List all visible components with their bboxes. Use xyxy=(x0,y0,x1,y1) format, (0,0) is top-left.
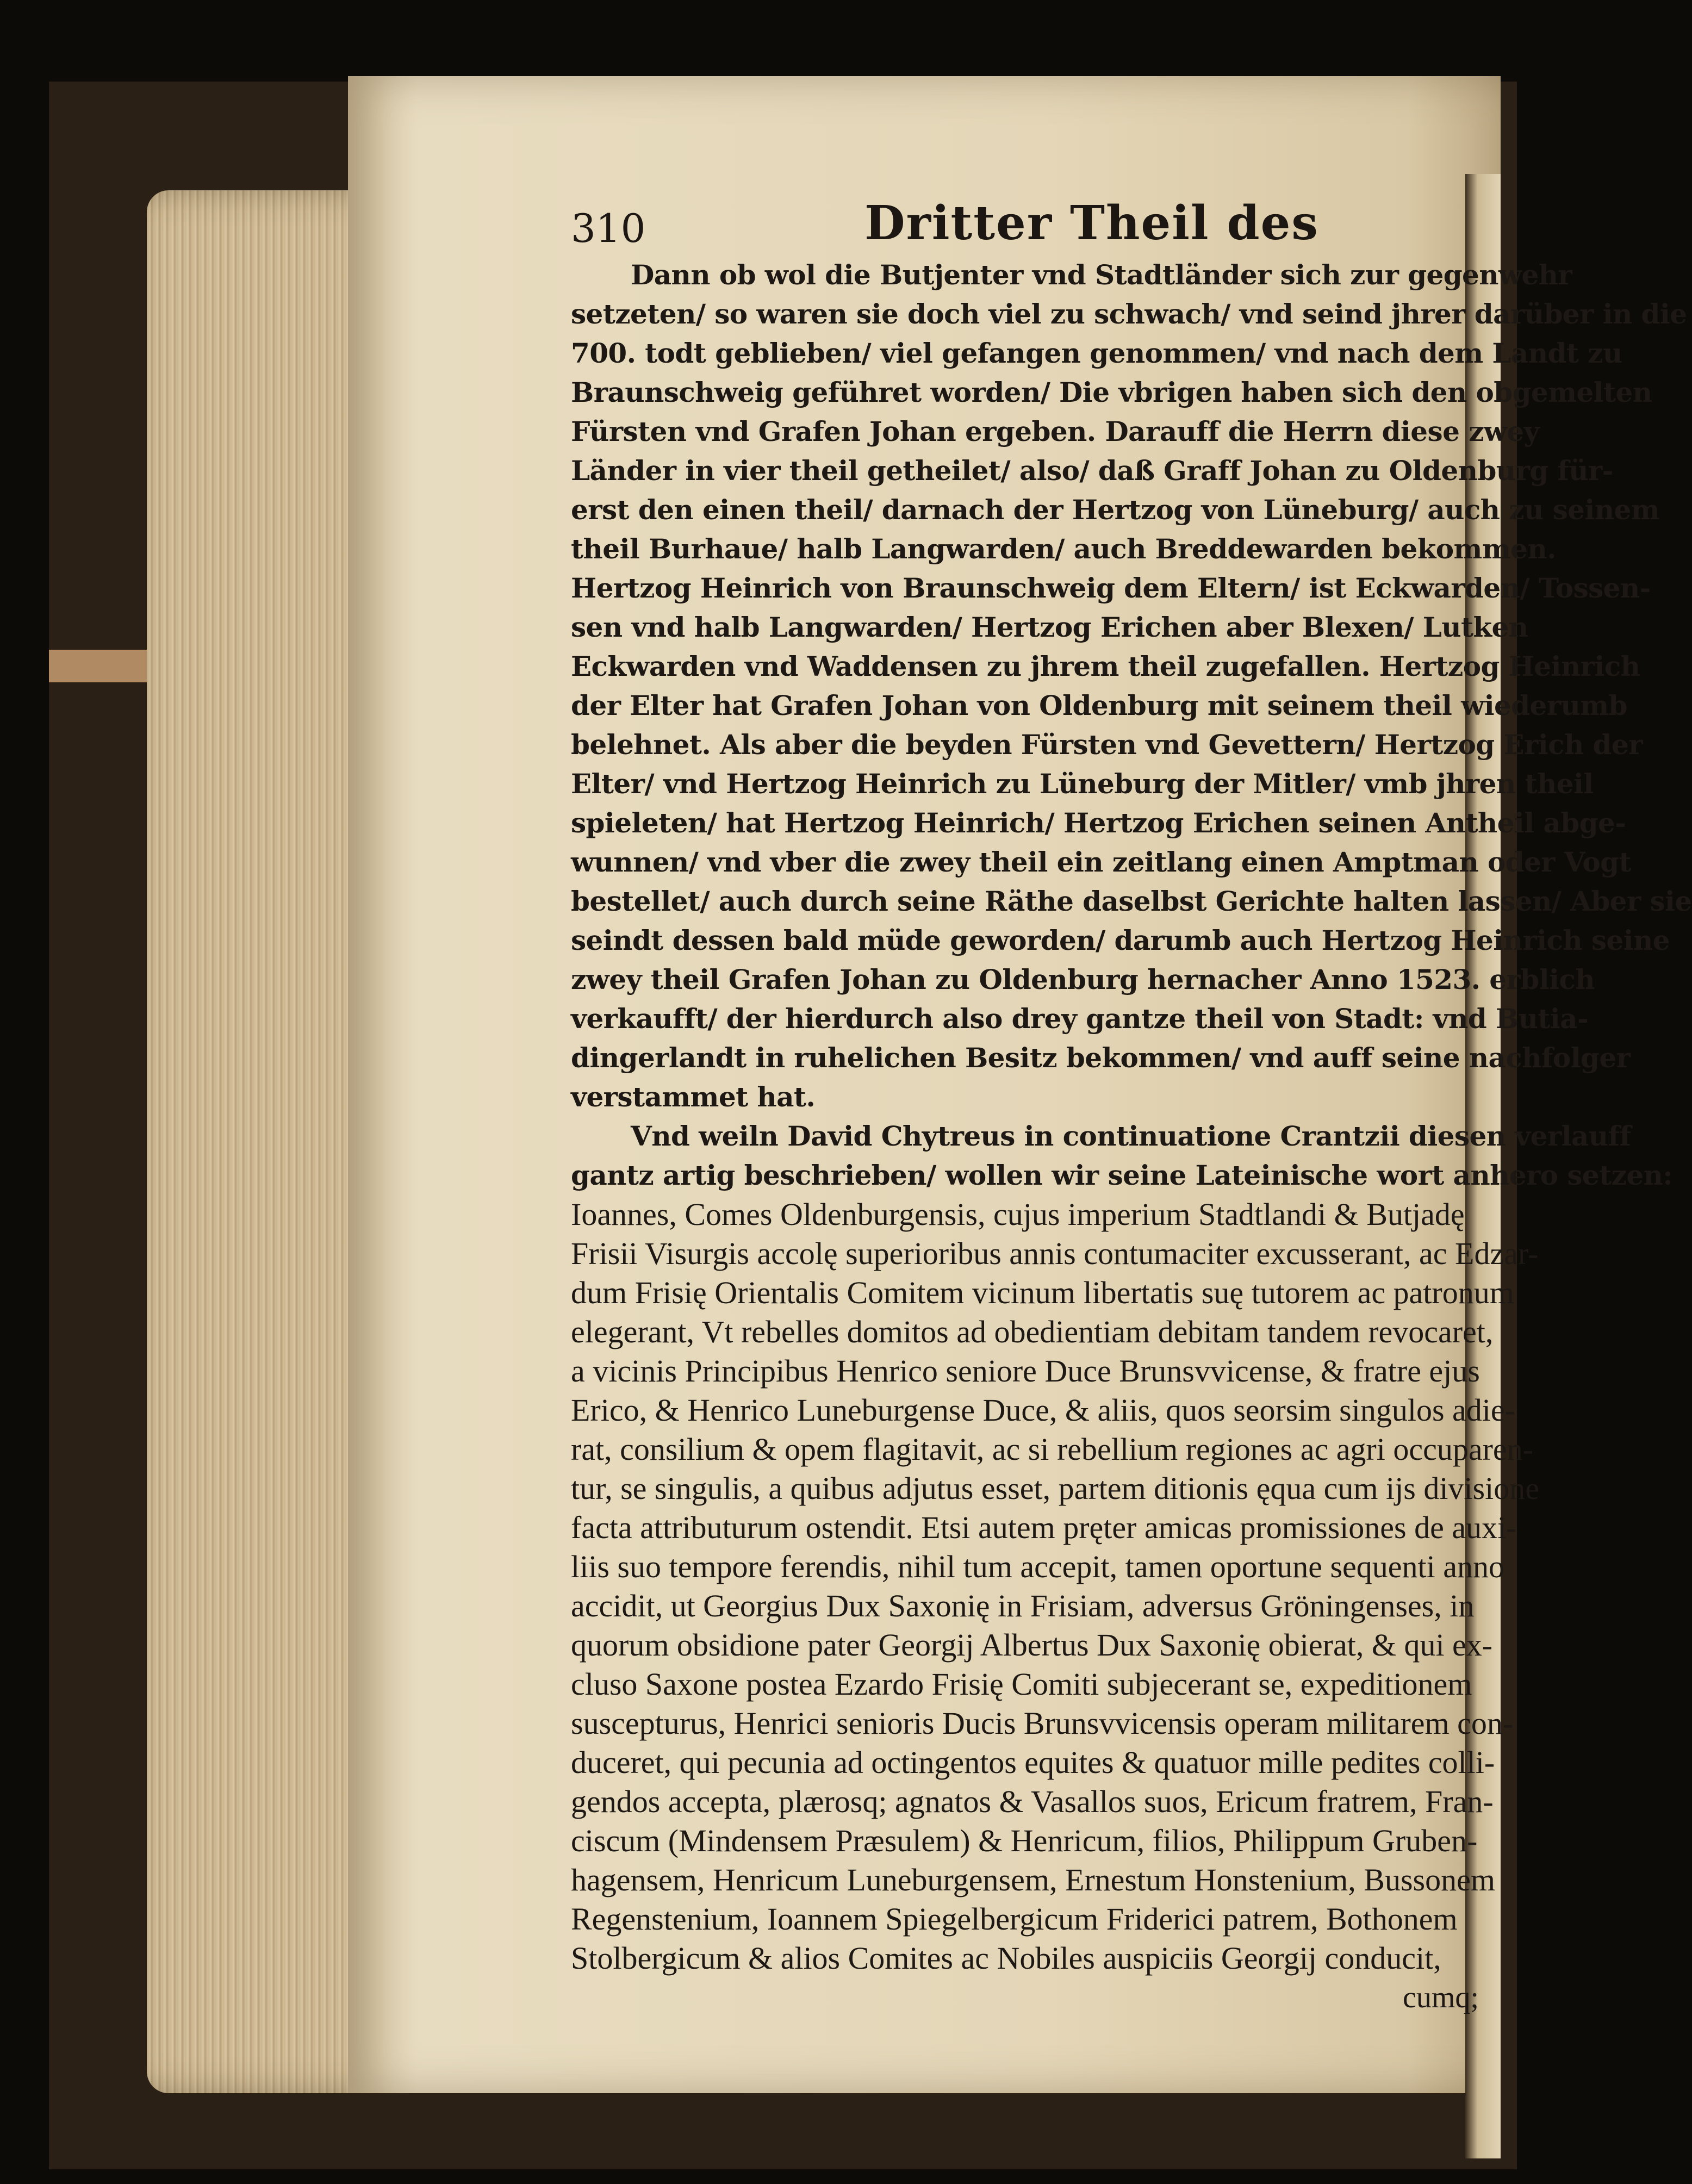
latin-line: accidit, ut Georgius Dux Saxonię in Frisiam, adversus Gröningenses, in xyxy=(571,1588,1475,1623)
latin-line: gendos accepta, plærosq; agnatos & Vasallos suos, Ericum fratrem, Fran- xyxy=(571,1784,1494,1819)
text-line: Fürsten vnd Grafen Johan ergeben. Darauff die Herrn diese zwey xyxy=(571,415,1539,447)
text-line: seindt dessen bald müde geworden/ darumb auch Hertzog Heinrich seine xyxy=(571,924,1670,956)
latin-line: suscepturus, Henrici senioris Ducis Brunsvvicensis operam militarem con- xyxy=(571,1706,1514,1741)
text-line: erst den einen theil/ darnach der Hertzog von Lüneburg/ auch zu seinem xyxy=(571,494,1660,526)
latin-line: ciscum (Mindensem Præsulem) & Henricum, filios, Philippum Gruben- xyxy=(571,1823,1478,1858)
text-line: der Elter hat Grafen Johan von Oldenburg mit seinem theil wiederumb xyxy=(571,689,1627,721)
text-line: Elter/ vnd Hertzog Heinrich zu Lüneburg der Mitler/ vmb jhren theil xyxy=(571,768,1594,800)
latin-line: hagensem, Henricum Luneburgensem, Ernestum Honstenium, Bussonem xyxy=(571,1862,1495,1897)
bookmark-ribbon xyxy=(49,650,158,682)
latin-line: rat, consilium & opem flagitavit, ac si rebellium regiones ac agri occuparen- xyxy=(571,1432,1533,1467)
text-line: Dann ob wol die Butjenter vnd Stadtländer sich zur gegenwehr xyxy=(631,259,1572,291)
text-line: verkaufft/ der hierdurch also drey gantze theil von Stadt: vnd Butia- xyxy=(571,1003,1589,1035)
text-line: Braunschweig geführet worden/ Die vbrigen haben sich den obgemelten xyxy=(571,376,1652,408)
text-line: Länder in vier theil getheilet/ also/ daß Graff Johan zu Oldenburg für- xyxy=(571,455,1613,487)
page-number: 310 xyxy=(571,206,646,251)
latin-line: Ioannes, Comes Oldenburgensis, cujus imperium Stadtlandi & Butjadę xyxy=(571,1197,1465,1232)
text-line: Eckwarden vnd Waddensen zu jhrem theil zugefallen. Hertzog Heinrich xyxy=(571,650,1640,682)
latin-line: Regenstenium, Ioannem Spiegelbergicum Friderici patrem, Bothonem xyxy=(571,1901,1458,1937)
text-line: theil Burhaue/ halb Langwarden/ auch Breddewarden bekommen. xyxy=(571,533,1556,565)
latin-line: cluso Saxone postea Ezardo Frisię Comiti subjecerant se, expeditionem xyxy=(571,1666,1472,1702)
running-head: Dritter Theil des xyxy=(864,196,1319,251)
text-line: wunnen/ vnd vber die zwey theil ein zeitlang einen Amptman oder Vogt xyxy=(571,846,1632,878)
catchword: cumq; xyxy=(1403,1981,1479,2014)
text-line: spieleten/ hat Hertzog Heinrich/ Hertzog Erichen seinen Antheil abge- xyxy=(571,807,1626,839)
latin-line: dum Frisię Orientalis Comitem vicinum libertatis suę tutorem ac patronum xyxy=(571,1275,1514,1310)
text-line: Vnd weiln David Chytreus in continuatione Crantzii diesen verlauff xyxy=(631,1120,1631,1152)
text-line: 700. todt geblieben/ viel gefangen genommen/ vnd nach dem Landt zu xyxy=(571,337,1622,369)
latin-line: quorum obsidione pater Georgij Albertus Dux Saxonię obierat, & qui ex- xyxy=(571,1627,1493,1663)
latin-line: liis suo tempore ferendis, nihil tum accepit, tamen oportune sequenti anno xyxy=(571,1549,1505,1584)
latin-line: a vicinis Principibus Henrico seniore Duce Brunsvvicense, & fratre ejus xyxy=(571,1353,1480,1389)
text-line: sen vnd halb Langwarden/ Hertzog Erichen aber Blexen/ Lutken xyxy=(571,611,1528,643)
text-line: zwey theil Grafen Johan zu Oldenburg hernacher Anno 1523. erblich xyxy=(571,963,1595,995)
text-line: gantz artig beschrieben/ wollen wir seine Lateinische wort anhero setzen: xyxy=(571,1159,1673,1191)
latin-line: Frisii Visurgis accolę superioribus annis contumaciter excusserant, ac Edzar- xyxy=(571,1236,1539,1271)
text-line: verstammet hat. xyxy=(571,1081,816,1113)
latin-line: duceret, qui pecunia ad octingentos equites & quatuor mille pedites colli- xyxy=(571,1745,1495,1780)
text-line: bestellet/ auch durch seine Räthe daselbst Gerichte halten lassen/ Aber sie xyxy=(571,885,1692,917)
latin-line: Erico, & Henrico Luneburgense Duce, & aliis, quos seorsim singulos adie- xyxy=(571,1392,1515,1428)
text-line: dingerlandt in ruhelichen Besitz bekommen/ vnd auff seine nachfolger xyxy=(571,1042,1631,1074)
latin-line: Stolbergicum & alios Comites ac Nobiles auspiciis Georgij conducit, xyxy=(571,1940,1441,1976)
body-text xyxy=(571,256,1692,2017)
text-line: Hertzog Heinrich von Braunschweig dem Eltern/ ist Eckwarden/ Tossen- xyxy=(571,572,1651,604)
latin-line: elegerant, Vt rebelles domitos ad obedientiam debitam tandem revocaret, xyxy=(571,1314,1494,1349)
text-line: setzeten/ so waren sie doch viel zu schwach/ vnd seind jhrer darüber in die xyxy=(571,298,1687,330)
latin-line: tur, se singulis, a quibus adjutus esset, partem ditionis ęqua cum ijs divisione xyxy=(571,1471,1539,1506)
text-line: belehnet. Als aber die beyden Fürsten vnd Gevettern/ Hertzog Erich der xyxy=(571,729,1643,761)
latin-line: facta attributurum ostendit. Etsi autem pręter amicas promissiones de auxi- xyxy=(571,1510,1517,1545)
